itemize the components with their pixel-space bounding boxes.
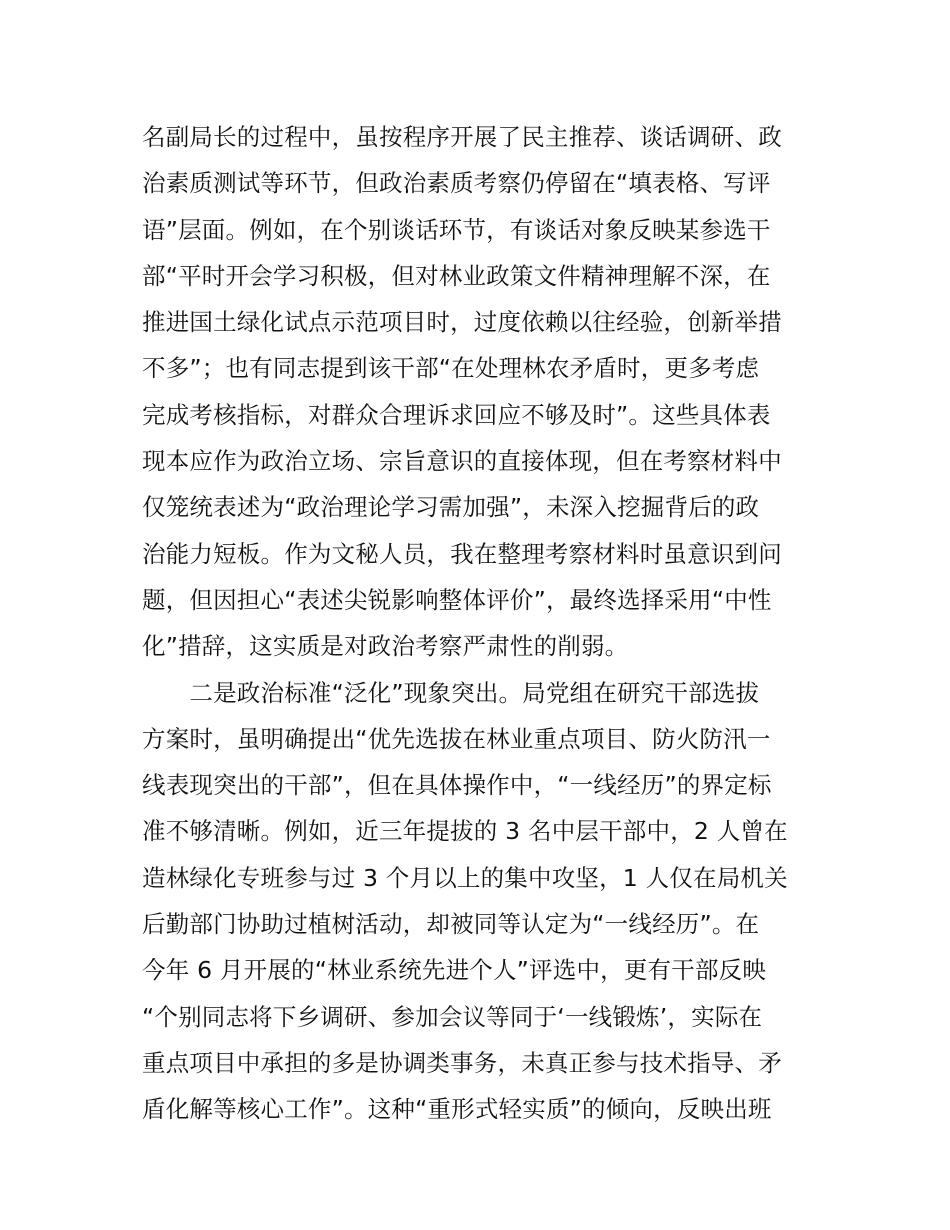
text-line: 治能力短板。作为文秘人员，我在整理考察材料时虽意识到问 <box>142 539 782 568</box>
text-line: 重点项目中承担的多是协调类事务，未真正参与技术指导、矛 <box>142 1048 782 1077</box>
text-line: 盾化解等核心工作”。这种“重形式轻实质”的倾向，反映出班 <box>142 1095 772 1124</box>
text-line: 方案时，虽明确提出“优先选拔在林业重点项目、防火防汛一 <box>142 724 771 753</box>
text-line: 化”措辞，这实质是对政治考察严肃性的削弱。 <box>142 632 629 661</box>
text-line: 名副局长的过程中，虽按程序开展了民主推荐、谈话调研、政 <box>142 123 782 151</box>
text-line: 后勤部门协助过植树活动，却被同等认定为“一线经历”。在 <box>142 910 760 939</box>
text-line: 治素质测试等环节，但政治素质考察仍停留在“填表格、写评 <box>142 169 771 198</box>
text-line: 完成考核指标，对群众合理诉求回应不够及时”。这些具体表 <box>142 400 771 429</box>
text-line: “个别同志将下乡调研、参加会议等同于‘一线锻炼’，实际在 <box>142 1002 763 1031</box>
text-line: 造林绿化专班参与过 3 个月以上的集中攻坚，1 人仅在局机关 <box>142 863 788 892</box>
text-line: 今年 6 月开展的“林业系统先进个人”评选中，更有干部反映 <box>142 956 767 985</box>
text-line: 题，但因担心“表述尖锐影响整体评价”，最终选择采用“中性 <box>142 585 772 614</box>
text-line: 线表现突出的干部”，但在具体操作中，“一线经历”的界定标 <box>142 771 772 800</box>
text-line: 准不够清晰。例如，近三年提拔的 3 名中层干部中，2 人曾在 <box>142 817 788 846</box>
text-line: 现本应作为政治立场、宗旨意识的直接体现，但在考察材料中 <box>142 447 782 476</box>
text-line: 推进国土绿化试点示范项目时，过度依赖以往经验，创新举措 <box>142 308 782 337</box>
text-line: 仅笼统表述为“政治理论学习需加强”，未深入挖掘背后的政 <box>142 493 760 522</box>
text-line: 部“平时开会学习积极，但对林业政策文件精神理解不深，在 <box>142 261 771 290</box>
paragraph-start-line: 二是政治标准“泛化”现象突出。局党组在研究干部选拔 <box>142 678 760 707</box>
text-line: 不多”；也有同志提到该干部“在处理林农矛盾时，更多考虑 <box>142 354 760 383</box>
text-line: 语”层面。例如，在个别谈话环节，有谈话对象反映某参选干 <box>142 215 771 244</box>
body-text <box>142 114 818 1133</box>
